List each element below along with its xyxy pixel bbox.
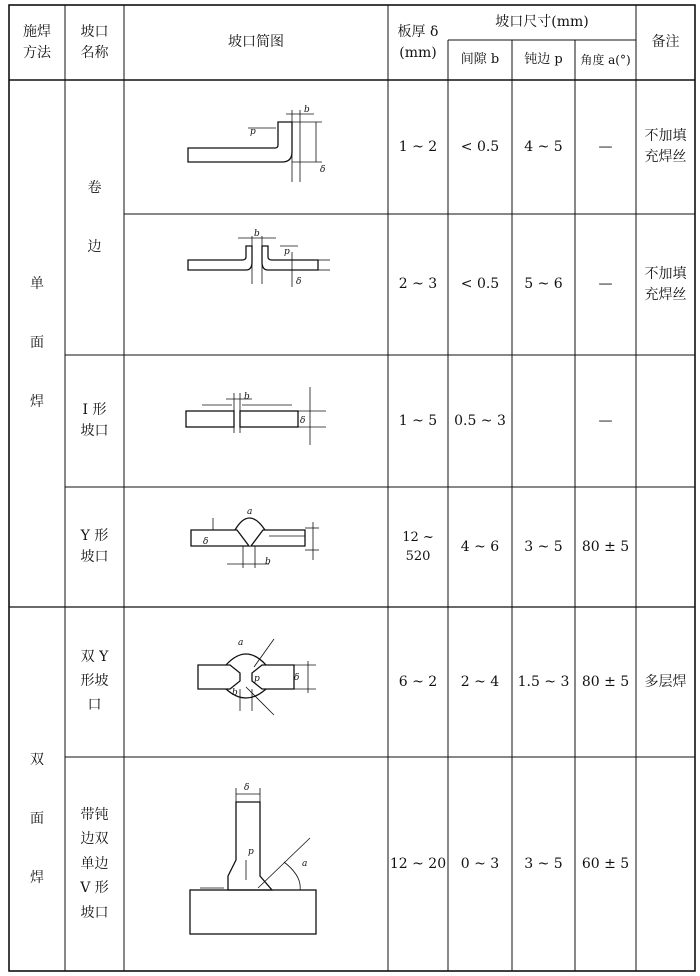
label-a: a: [238, 638, 244, 648]
group-double-side: 双 面 焊: [30, 751, 44, 886]
header-thickness: 板厚 δ (mm): [397, 23, 439, 61]
row-2-angle: —: [598, 412, 613, 429]
row-0-remarks: 不加填 充焊丝: [644, 128, 687, 165]
sketch-double-y-groove: [190, 625, 325, 720]
row-4-angle: 80 ± 5: [581, 673, 630, 690]
row-3-thickness: 12 ~ 520: [402, 529, 434, 564]
row-name-i-groove: I 形 坡口: [80, 402, 109, 439]
row-name-flange: 卷 边: [87, 179, 102, 255]
label-p: p: [250, 127, 256, 137]
row-0-thickness: 1 ~ 2: [398, 138, 438, 155]
row-2-thickness: 1 ~ 5: [398, 412, 438, 429]
label-b: b: [232, 688, 238, 698]
row-4-thickness: 6 ~ 2: [398, 673, 438, 690]
label-p: p: [284, 247, 290, 257]
label-b: b: [254, 229, 260, 239]
row-2-blunt: [512, 355, 575, 487]
header-remarks: 备注: [651, 34, 680, 50]
row-name-double-y-groove: 双 Y 形坡 口: [80, 649, 109, 713]
label-p: p: [248, 847, 254, 857]
label-b: b: [304, 105, 310, 115]
header-blunt: 钝边 p: [524, 52, 563, 68]
header-groove-name: 坡口 名称: [80, 23, 109, 61]
row-5-thickness: 12 ~ 20: [389, 855, 447, 872]
row-2-gap: 0.5 ~ 3: [454, 412, 506, 429]
row-3-angle: 80 ± 5: [581, 538, 630, 555]
label-delta: δ: [203, 537, 209, 547]
header-angle: 角度 a(°): [580, 53, 631, 67]
label-delta: δ: [296, 277, 302, 287]
row-5-blunt: 3 ~ 5: [524, 855, 563, 872]
label-delta: δ: [300, 416, 306, 426]
sketch-i-groove: [180, 375, 330, 455]
row-name-y-groove: Y 形 坡口: [80, 528, 109, 565]
label-a: a: [247, 507, 253, 517]
header-gap: 间隙 b: [460, 52, 500, 68]
group-single-side: 单 面 焊: [30, 276, 44, 410]
header-groove-size: 坡口尺寸(mm): [495, 14, 589, 30]
row-0-blunt: 4 ~ 5: [524, 138, 563, 155]
row-1-blunt: 5 ~ 6: [524, 276, 563, 292]
header-method: 施焊 方法: [23, 23, 51, 61]
label-delta: δ: [320, 165, 326, 175]
sketch-double-flange: [180, 229, 330, 312]
row-4-blunt: 1.5 ~ 3: [517, 673, 570, 690]
sketch-single-flange: [180, 100, 330, 190]
row-4-gap: 2 ~ 4: [460, 673, 500, 690]
row-5-gap: 0 ~ 3: [460, 855, 500, 872]
sketch-y-groove: [185, 502, 330, 582]
row-name-blunt-double-v-groove: 带钝 边双 单边 V 形 坡口: [80, 806, 109, 921]
row-1-angle: —: [598, 276, 613, 292]
row-5-angle: 60 ± 5: [581, 855, 630, 872]
label-delta: δ: [294, 673, 300, 683]
label-a: a: [302, 859, 308, 869]
label-b: b: [265, 557, 271, 567]
sketch-t-joint-double-bevel: [184, 780, 324, 950]
row-0-angle: —: [598, 138, 613, 155]
row-1-thickness: 2 ~ 3: [398, 276, 438, 292]
row-4-remarks: 多层焊: [644, 673, 687, 690]
label-p: p: [254, 674, 260, 684]
row-1-gap: < 0.5: [460, 276, 500, 292]
row-3-blunt: 3 ~ 5: [524, 538, 563, 555]
row-3-gap: 4 ~ 6: [460, 538, 500, 555]
row-0-gap: < 0.5: [460, 138, 500, 155]
label-b: b: [244, 392, 250, 402]
header-sketch: 坡口简图: [228, 34, 284, 50]
label-delta: δ: [244, 783, 250, 793]
row-1-remarks: 不加填 充焊丝: [644, 265, 687, 303]
